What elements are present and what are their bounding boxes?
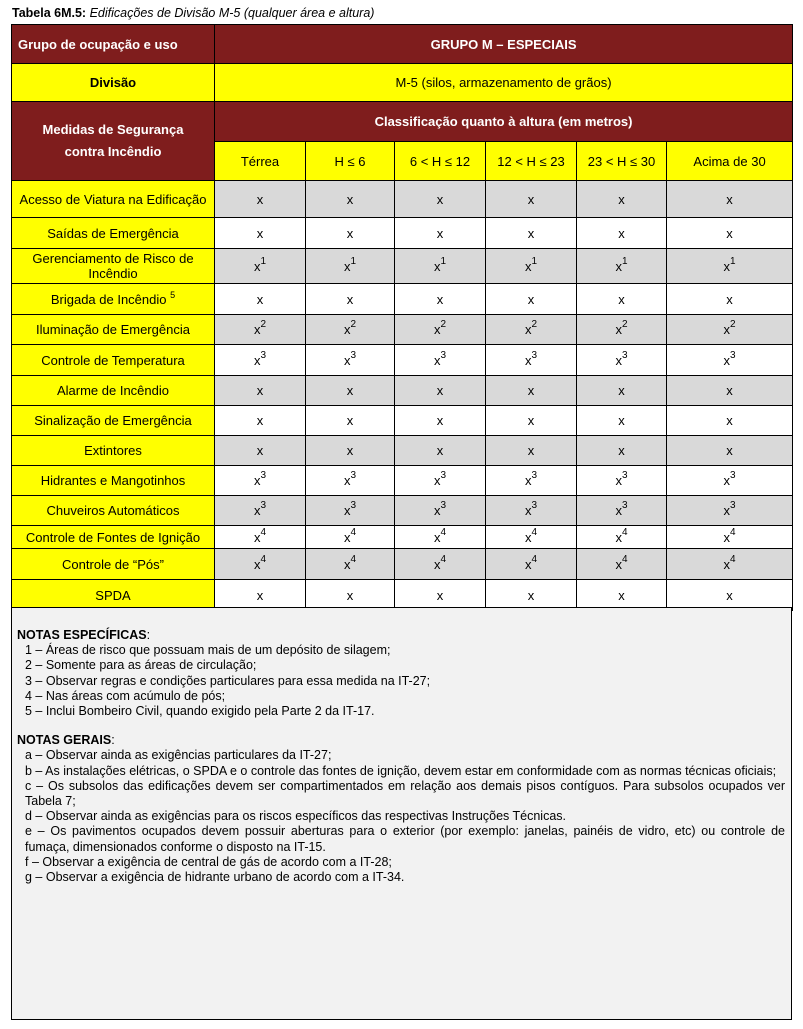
requirement-note-ref: 3 bbox=[260, 349, 267, 361]
requirement-mark: x bbox=[346, 225, 354, 241]
requirement-mark: x bbox=[256, 291, 264, 307]
requirement-mark: x bbox=[527, 291, 535, 307]
requirement-mark: x bbox=[527, 383, 535, 398]
height-column-header: Acima de 30 bbox=[667, 142, 793, 181]
requirement-cell bbox=[306, 345, 395, 376]
requirement-cell bbox=[577, 436, 667, 466]
measure-name bbox=[12, 345, 215, 376]
requirement-mark: x bbox=[343, 529, 351, 545]
requirement-mark: x bbox=[527, 191, 535, 207]
measure-label: Gerenciamento de Risco de Incêndio bbox=[32, 251, 194, 281]
security-measures-table bbox=[11, 24, 793, 611]
table-row bbox=[12, 181, 793, 218]
notes-box: NOTAS ESPECÍFICAS: 1 – Áreas de risco que possuam mais de um depósito de silagem; 2 – Somente para as áreas de circulação; 3 – Observar regras e condições particulares para essa medida na IT-27; 4 – Nas áreas com acúmulo de pós; 5 – Inclui Bombeiro Civil, quando exigido pela Parte 2 da IT-17. NOTAS GERAIS: a – Observar ainda as exigências particulares da IT-27; b – As instalações elétricas, o SPDA e o controle das fontes de ignição, devem estar em conformidade com as normas técnicas oficiais; c – Os subsolos das edificações devem ser compartimentados em relação aos demais pisos contíguos. Para subsolos ocupados ver Tabela 7; d – Observar ainda as exigências para os riscos específicos das respectivas Instruções Técnicas. e – Os pavimentos ocupados devem possuir aberturas para o exterior (por exemplo: janelas, painéis de vidro, etc) ou controle de fumaça, dimensionados conforme o disposto na IT-15. f – Observar a exigência de central de gás de acordo com a IT-28; g – Observar a exigência de hidrante urbano de acordo com a IT-34. bbox=[11, 607, 792, 1020]
requirement-cell bbox=[486, 526, 577, 549]
measures-label bbox=[12, 102, 215, 181]
requirement-note-ref: 3 bbox=[621, 500, 628, 511]
requirement-cell bbox=[486, 549, 577, 580]
requirement-cell bbox=[306, 466, 395, 496]
measure-name bbox=[12, 549, 215, 580]
requirement-cell bbox=[215, 436, 306, 466]
requirement-cell bbox=[667, 549, 793, 580]
requirement-mark: x bbox=[723, 556, 730, 572]
requirement-cell bbox=[667, 218, 793, 249]
requirement-cell bbox=[577, 526, 667, 549]
requirement-mark: x bbox=[256, 413, 264, 428]
specific-notes-title: NOTAS ESPECÍFICAS bbox=[17, 628, 147, 642]
requirement-cell bbox=[486, 218, 577, 249]
requirement-cell bbox=[577, 345, 667, 376]
requirement-cell bbox=[486, 181, 577, 218]
requirement-cell bbox=[215, 466, 306, 496]
requirement-cell bbox=[577, 249, 667, 284]
requirement-note-ref: 3 bbox=[531, 349, 538, 361]
requirement-cell bbox=[395, 406, 486, 436]
measure-label: Hidrantes e Mangotinhos bbox=[40, 473, 186, 488]
division-value: M-5 (silos, armazenamento de grãos) bbox=[215, 64, 793, 102]
general-note-item: e – Os pavimentos ocupados devem possuir aberturas para o exterior (por exemplo: janelas, painéis de vidro, etc) ou controle de fumaça, dimensionados conforme o disposto na IT-15. bbox=[25, 824, 785, 854]
requirement-cell bbox=[306, 496, 395, 526]
table-row bbox=[12, 345, 793, 376]
requirement-cell bbox=[215, 315, 306, 345]
requirement-note-ref: 3 bbox=[531, 500, 538, 511]
requirement-note-ref: 4 bbox=[350, 526, 357, 538]
measure-label: Controle de Temperatura bbox=[41, 352, 185, 368]
classification-label: Classificação quanto à altura (em metros) bbox=[215, 102, 793, 142]
measure-name bbox=[12, 376, 215, 406]
general-notes-title: NOTAS GERAIS bbox=[17, 733, 112, 748]
measure-name bbox=[12, 436, 215, 466]
requirement-cell bbox=[395, 249, 486, 284]
requirement-cell bbox=[395, 466, 486, 496]
requirement-mark: x bbox=[253, 529, 261, 545]
requirement-mark: x bbox=[524, 352, 532, 368]
requirement-note-ref: 4 bbox=[531, 553, 538, 565]
requirement-cell bbox=[395, 436, 486, 466]
requirement-cell bbox=[486, 436, 577, 466]
measures-label-line1: Medidas de Segurança bbox=[42, 122, 184, 137]
height-column-header: Térrea bbox=[215, 142, 306, 181]
requirement-cell bbox=[395, 496, 486, 526]
requirement-note-ref: 4 bbox=[531, 526, 538, 538]
measure-name bbox=[12, 284, 215, 315]
requirement-cell bbox=[215, 580, 306, 611]
requirement-note-ref: 1 bbox=[531, 255, 538, 267]
measure-name bbox=[12, 466, 215, 496]
requirement-note-ref: 4 bbox=[440, 526, 447, 538]
requirement-note-ref: 2 bbox=[531, 319, 538, 330]
table-row bbox=[12, 549, 793, 580]
requirement-cell bbox=[306, 315, 395, 345]
requirement-cell bbox=[306, 249, 395, 284]
requirement-mark: x bbox=[343, 322, 351, 337]
measures-label-line2: contra Incêndio bbox=[64, 144, 162, 159]
requirement-cell bbox=[306, 406, 395, 436]
requirement-cell bbox=[486, 376, 577, 406]
requirement-mark: x bbox=[726, 191, 733, 207]
group-row bbox=[12, 25, 793, 64]
requirement-cell bbox=[667, 526, 793, 549]
requirement-cell bbox=[667, 376, 793, 406]
requirement-mark: x bbox=[436, 291, 444, 307]
general-note-item: d – Observar ainda as exigências para os riscos específicos das respectivas Instruções Técnicas. bbox=[25, 809, 567, 824]
requirement-cell bbox=[395, 580, 486, 611]
requirement-note-ref: 3 bbox=[730, 470, 736, 481]
measure-label: Alarme de Incêndio bbox=[56, 383, 169, 398]
general-note-item: b – As instalações elétricas, o SPDA e o controle das fontes de ignição, devem estar em conformidade com as normas técnicas oficiais; bbox=[25, 763, 777, 778]
height-column-header: 6 < H ≤ 12 bbox=[395, 142, 486, 181]
requirement-cell bbox=[577, 218, 667, 249]
requirement-mark: x bbox=[343, 352, 351, 368]
requirement-mark: x bbox=[436, 225, 444, 241]
requirement-cell bbox=[395, 284, 486, 315]
requirement-mark: x bbox=[618, 291, 625, 307]
table-row bbox=[12, 496, 793, 526]
table-row bbox=[12, 466, 793, 496]
caption-label: Tabela 6M.5: bbox=[12, 6, 87, 20]
requirement-mark: x bbox=[618, 587, 625, 603]
height-column-header: 23 < H ≤ 30 bbox=[577, 142, 667, 181]
requirement-mark: x bbox=[726, 587, 733, 603]
requirement-mark: x bbox=[726, 291, 733, 307]
requirement-note-ref: 4 bbox=[350, 553, 357, 565]
requirement-mark: x bbox=[343, 503, 351, 518]
table-row bbox=[12, 526, 793, 549]
requirement-mark: x bbox=[436, 443, 444, 458]
requirement-note-ref: 3 bbox=[350, 500, 357, 511]
requirement-mark: x bbox=[618, 225, 625, 241]
requirement-cell bbox=[306, 284, 395, 315]
requirement-cell bbox=[306, 549, 395, 580]
requirement-mark: x bbox=[527, 443, 535, 458]
general-note-item: g – Observar a exigência de hidrante urbano de acordo com a IT-34. bbox=[25, 870, 405, 885]
requirement-note-ref: 2 bbox=[621, 319, 628, 330]
requirement-mark: x bbox=[346, 413, 354, 428]
height-column-header: 12 < H ≤ 23 bbox=[486, 142, 577, 181]
requirement-mark: x bbox=[723, 258, 730, 274]
requirement-mark: x bbox=[256, 225, 264, 241]
requirement-mark: x bbox=[524, 529, 532, 545]
requirement-note-ref: 3 bbox=[621, 470, 628, 481]
requirement-note-ref: 1 bbox=[260, 255, 267, 267]
requirement-mark: x bbox=[436, 413, 444, 428]
specific-note-item: 3 – Observar regras e condições particulares para essa medida na IT-27; bbox=[25, 673, 431, 688]
requirement-note-ref: 4 bbox=[621, 553, 628, 565]
requirement-mark: x bbox=[615, 473, 622, 488]
requirement-cell bbox=[667, 436, 793, 466]
table-row bbox=[12, 249, 793, 284]
requirement-cell bbox=[306, 526, 395, 549]
requirement-note-ref: 4 bbox=[730, 553, 736, 565]
requirement-mark: x bbox=[346, 443, 354, 458]
requirement-note-ref: 2 bbox=[730, 319, 736, 330]
requirement-mark: x bbox=[436, 383, 444, 398]
requirement-note-ref: 3 bbox=[730, 500, 736, 511]
specific-note-item: 2 – Somente para as áreas de circulação; bbox=[25, 658, 257, 673]
requirement-cell bbox=[395, 549, 486, 580]
specific-note-item: 5 – Inclui Bombeiro Civil, quando exigido pela Parte 2 da IT-17. bbox=[25, 704, 375, 719]
requirement-cell bbox=[215, 345, 306, 376]
requirement-cell bbox=[667, 345, 793, 376]
requirement-cell bbox=[215, 526, 306, 549]
requirement-mark: x bbox=[346, 587, 354, 603]
requirement-mark: x bbox=[256, 587, 264, 603]
requirement-mark: x bbox=[723, 473, 730, 488]
requirement-mark: x bbox=[618, 413, 625, 428]
division-row bbox=[12, 64, 793, 102]
requirement-mark: x bbox=[726, 413, 733, 428]
requirement-mark: x bbox=[433, 503, 441, 518]
requirement-mark: x bbox=[615, 322, 622, 337]
specific-note-item: 4 – Nas áreas com acúmulo de pós; bbox=[25, 688, 226, 703]
requirement-note-ref: 2 bbox=[440, 319, 447, 330]
requirement-mark: x bbox=[615, 556, 622, 572]
requirement-cell bbox=[577, 376, 667, 406]
group-value: GRUPO M – ESPECIAIS bbox=[215, 25, 793, 64]
table-caption bbox=[12, 6, 374, 20]
requirement-cell bbox=[667, 181, 793, 218]
requirement-mark: x bbox=[723, 503, 730, 518]
requirement-cell bbox=[667, 249, 793, 284]
measure-label: Acesso de Viatura na Edificação bbox=[19, 191, 207, 207]
requirement-mark: x bbox=[615, 258, 622, 274]
requirement-cell bbox=[395, 181, 486, 218]
requirement-cell bbox=[486, 580, 577, 611]
requirement-note-ref: 3 bbox=[621, 349, 628, 361]
requirement-mark: x bbox=[615, 503, 622, 518]
requirement-cell bbox=[667, 580, 793, 611]
requirement-mark: x bbox=[253, 556, 261, 572]
table-row bbox=[12, 406, 793, 436]
requirement-cell bbox=[486, 466, 577, 496]
requirement-mark: x bbox=[723, 322, 730, 337]
requirement-note-ref: 3 bbox=[440, 470, 447, 481]
requirement-note-ref: 3 bbox=[440, 500, 447, 511]
requirement-cell bbox=[395, 315, 486, 345]
measure-note-ref: 5 bbox=[170, 289, 176, 300]
requirement-cell bbox=[486, 496, 577, 526]
requirement-note-ref: 4 bbox=[621, 526, 628, 538]
requirement-mark: x bbox=[527, 587, 535, 603]
requirement-mark: x bbox=[343, 258, 351, 274]
requirement-mark: x bbox=[615, 352, 622, 368]
requirement-note-ref: 1 bbox=[350, 255, 357, 267]
measure-label: Brigada de Incêndio bbox=[50, 291, 167, 307]
requirement-cell bbox=[577, 549, 667, 580]
requirement-mark: x bbox=[256, 383, 264, 398]
requirement-mark: x bbox=[346, 291, 354, 307]
classification-row bbox=[12, 102, 793, 142]
requirement-cell bbox=[306, 376, 395, 406]
measure-name bbox=[12, 526, 215, 549]
table-row bbox=[12, 284, 793, 315]
measure-label: Sinalização de Emergência bbox=[34, 413, 192, 428]
measure-label: Controle de “Pós” bbox=[62, 556, 164, 572]
requirement-mark: x bbox=[343, 556, 351, 572]
requirement-cell bbox=[486, 345, 577, 376]
requirement-mark: x bbox=[346, 191, 354, 207]
requirement-cell bbox=[486, 406, 577, 436]
requirement-cell bbox=[667, 284, 793, 315]
requirement-mark: x bbox=[256, 191, 264, 207]
requirement-mark: x bbox=[726, 383, 733, 398]
general-note-item: a – Observar ainda as exigências particulares da IT-27; bbox=[25, 748, 332, 763]
requirement-cell bbox=[215, 376, 306, 406]
requirement-cell bbox=[667, 406, 793, 436]
requirement-cell bbox=[306, 580, 395, 611]
measure-label: Controle de Fontes de Ignição bbox=[25, 529, 201, 545]
requirement-cell bbox=[306, 436, 395, 466]
table-row bbox=[12, 580, 793, 611]
requirement-mark: x bbox=[253, 352, 261, 368]
requirement-cell bbox=[486, 249, 577, 284]
requirement-mark: x bbox=[618, 383, 625, 398]
requirement-note-ref: 2 bbox=[260, 319, 267, 330]
requirement-mark: x bbox=[726, 225, 733, 241]
requirement-cell bbox=[215, 549, 306, 580]
requirement-cell bbox=[667, 496, 793, 526]
requirement-mark: x bbox=[524, 322, 532, 337]
measure-name bbox=[12, 315, 215, 345]
requirement-mark: x bbox=[524, 473, 532, 488]
requirement-note-ref: 4 bbox=[260, 553, 267, 565]
requirement-note-ref: 3 bbox=[350, 470, 357, 481]
requirement-cell bbox=[395, 345, 486, 376]
requirement-mark: x bbox=[524, 556, 532, 572]
requirement-cell bbox=[667, 315, 793, 345]
table-row bbox=[12, 376, 793, 406]
requirement-mark: x bbox=[346, 383, 354, 398]
requirement-cell bbox=[306, 181, 395, 218]
requirement-cell bbox=[577, 496, 667, 526]
requirement-mark: x bbox=[524, 503, 532, 518]
requirement-note-ref: 4 bbox=[440, 553, 447, 565]
requirement-note-ref: 4 bbox=[730, 526, 736, 538]
requirement-cell bbox=[486, 315, 577, 345]
measure-name bbox=[12, 218, 215, 249]
table-row bbox=[12, 218, 793, 249]
specific-notes-list bbox=[17, 643, 785, 719]
requirement-mark: x bbox=[618, 443, 625, 458]
requirement-mark: x bbox=[723, 352, 730, 368]
requirement-note-ref: 4 bbox=[260, 526, 267, 538]
requirement-note-ref: 3 bbox=[531, 470, 538, 481]
requirement-note-ref: 3 bbox=[260, 470, 267, 481]
measure-label: Iluminação de Emergência bbox=[36, 322, 190, 337]
general-note-item: f – Observar a exigência de central de gás de acordo com a IT-28; bbox=[25, 854, 392, 869]
requirement-mark: x bbox=[433, 258, 441, 274]
requirement-mark: x bbox=[524, 258, 532, 274]
measure-name bbox=[12, 181, 215, 218]
requirement-mark: x bbox=[433, 556, 441, 572]
requirement-note-ref: 1 bbox=[621, 255, 628, 267]
specific-note-item: 1 – Áreas de risco que possuam mais de um depósito de silagem; bbox=[25, 643, 391, 658]
requirement-mark: x bbox=[256, 443, 264, 458]
requirement-cell bbox=[306, 218, 395, 249]
measure-label: Chuveiros Automáticos bbox=[46, 503, 180, 518]
requirement-cell bbox=[577, 466, 667, 496]
requirement-mark: x bbox=[615, 529, 622, 545]
requirement-cell bbox=[215, 218, 306, 249]
measure-label: SPDA bbox=[95, 587, 131, 603]
requirement-note-ref: 3 bbox=[440, 349, 447, 361]
group-label: Grupo de ocupação e uso bbox=[12, 25, 215, 64]
requirement-cell bbox=[395, 526, 486, 549]
requirement-mark: x bbox=[726, 443, 733, 458]
general-note-item: c – Os subsolos das edificações devem ser compartimentados em relação aos demais pisos contíguos. Para subsolos ocupados ver Tabela 7; bbox=[25, 778, 785, 809]
requirement-note-ref: 2 bbox=[350, 319, 357, 330]
requirement-mark: x bbox=[527, 413, 535, 428]
requirement-cell bbox=[577, 580, 667, 611]
height-column-header: H ≤ 6 bbox=[306, 142, 395, 181]
measure-name bbox=[12, 249, 215, 284]
requirement-cell bbox=[577, 406, 667, 436]
general-notes-list bbox=[17, 748, 785, 885]
requirement-cell bbox=[215, 181, 306, 218]
table-row bbox=[12, 315, 793, 345]
requirement-mark: x bbox=[723, 529, 730, 545]
requirement-cell bbox=[577, 284, 667, 315]
measure-label: Saídas de Emergência bbox=[47, 225, 179, 241]
requirement-mark: x bbox=[253, 473, 261, 488]
requirement-cell bbox=[395, 376, 486, 406]
table-row bbox=[12, 436, 793, 466]
requirement-cell bbox=[486, 284, 577, 315]
requirement-mark: x bbox=[433, 352, 441, 368]
division-label: Divisão bbox=[12, 64, 215, 102]
requirement-mark: x bbox=[253, 322, 261, 337]
requirement-mark: x bbox=[433, 473, 441, 488]
requirement-note-ref: 1 bbox=[440, 255, 447, 267]
requirement-cell bbox=[215, 249, 306, 284]
measure-name bbox=[12, 406, 215, 436]
requirement-mark: x bbox=[436, 191, 444, 207]
requirement-note-ref: 3 bbox=[260, 500, 267, 511]
requirement-mark: x bbox=[253, 503, 261, 518]
caption-text: Edificações de Divisão M-5 (qualquer área e altura) bbox=[89, 6, 375, 20]
requirement-note-ref: 3 bbox=[350, 349, 357, 361]
requirement-cell bbox=[577, 181, 667, 218]
requirement-mark: x bbox=[433, 529, 441, 545]
requirement-mark: x bbox=[618, 191, 625, 207]
requirement-mark: x bbox=[436, 587, 444, 603]
requirement-cell bbox=[215, 284, 306, 315]
requirement-cell bbox=[215, 496, 306, 526]
measure-label: Extintores bbox=[84, 443, 142, 458]
measure-name bbox=[12, 496, 215, 526]
requirement-mark: x bbox=[253, 258, 261, 274]
requirement-mark: x bbox=[433, 322, 441, 337]
requirement-cell bbox=[667, 466, 793, 496]
requirement-note-ref: 3 bbox=[730, 349, 736, 361]
requirement-cell bbox=[577, 315, 667, 345]
requirement-cell bbox=[395, 218, 486, 249]
requirement-note-ref: 1 bbox=[730, 255, 736, 267]
requirement-mark: x bbox=[527, 225, 535, 241]
measure-name bbox=[12, 580, 215, 611]
requirement-cell bbox=[215, 406, 306, 436]
requirement-mark: x bbox=[343, 473, 351, 488]
